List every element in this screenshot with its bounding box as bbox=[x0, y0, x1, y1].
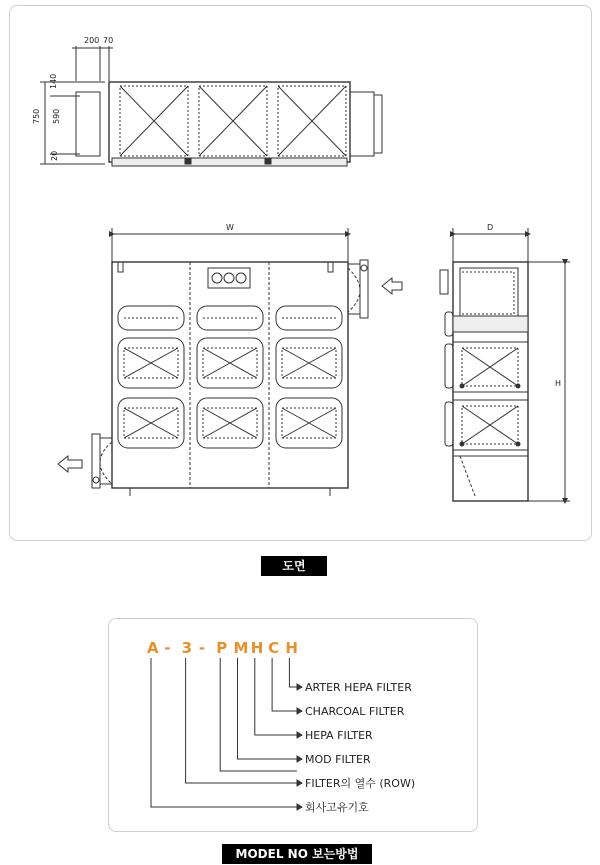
model-code-letter: M bbox=[233, 639, 249, 657]
model-legend-item: HEPA FILTER bbox=[305, 729, 373, 742]
model-connector-line bbox=[255, 658, 297, 735]
model-connector-line bbox=[151, 658, 297, 807]
model-connector-line bbox=[238, 658, 298, 759]
model-legend-item: 회사고유기호 bbox=[305, 801, 369, 814]
dim-70: 70 bbox=[103, 36, 114, 45]
model-connector-line bbox=[272, 658, 297, 711]
model-code-letter: 3 bbox=[181, 639, 193, 657]
dim-h: H bbox=[555, 379, 562, 388]
dim-w: W bbox=[226, 223, 234, 232]
model-connector-arrow bbox=[297, 780, 302, 786]
dim-200: 200 bbox=[84, 36, 100, 45]
model-connector-arrow bbox=[297, 804, 302, 810]
model-legend-item: FILTER의 열수 (ROW) bbox=[305, 777, 416, 790]
model-code-letter: - bbox=[198, 639, 206, 657]
model-connector-arrow bbox=[297, 756, 302, 762]
model-caption: MODEL NO 보는방법 bbox=[222, 844, 372, 864]
model-connector-line bbox=[289, 658, 297, 687]
model-connector-line bbox=[186, 658, 297, 783]
model-legend-item: ARTER HEPA FILTER bbox=[305, 681, 412, 694]
dim-750: 750 bbox=[32, 108, 41, 124]
model-code-letter: H bbox=[250, 639, 264, 657]
model-legend-item: CHARCOAL FILTER bbox=[305, 705, 405, 718]
model-connector-arrow bbox=[297, 684, 302, 690]
side-view bbox=[440, 223, 570, 501]
drawing-panel bbox=[9, 5, 592, 541]
technical-drawing bbox=[10, 6, 591, 540]
model-code-letter: H bbox=[285, 639, 298, 657]
drawing-caption: 도면 bbox=[261, 556, 327, 576]
dim-d: D bbox=[487, 223, 494, 232]
front-view bbox=[58, 223, 402, 496]
model-code-letter: A bbox=[147, 639, 159, 657]
model-connector-line bbox=[220, 658, 297, 771]
model-code-letter: P bbox=[216, 639, 228, 657]
dim-590: 590 bbox=[52, 108, 61, 124]
dim-140: 140 bbox=[49, 73, 58, 89]
model-number-panel bbox=[108, 618, 478, 832]
model-code-letter: C bbox=[268, 639, 280, 657]
model-connector-arrow bbox=[297, 732, 302, 738]
top-view bbox=[32, 36, 382, 166]
model-number-diagram bbox=[109, 619, 477, 831]
model-code-letter: - bbox=[164, 639, 171, 657]
model-connector-arrow bbox=[297, 708, 302, 714]
model-legend-item: MOD FILTER bbox=[305, 753, 371, 766]
dim-20: 20 bbox=[50, 150, 59, 161]
